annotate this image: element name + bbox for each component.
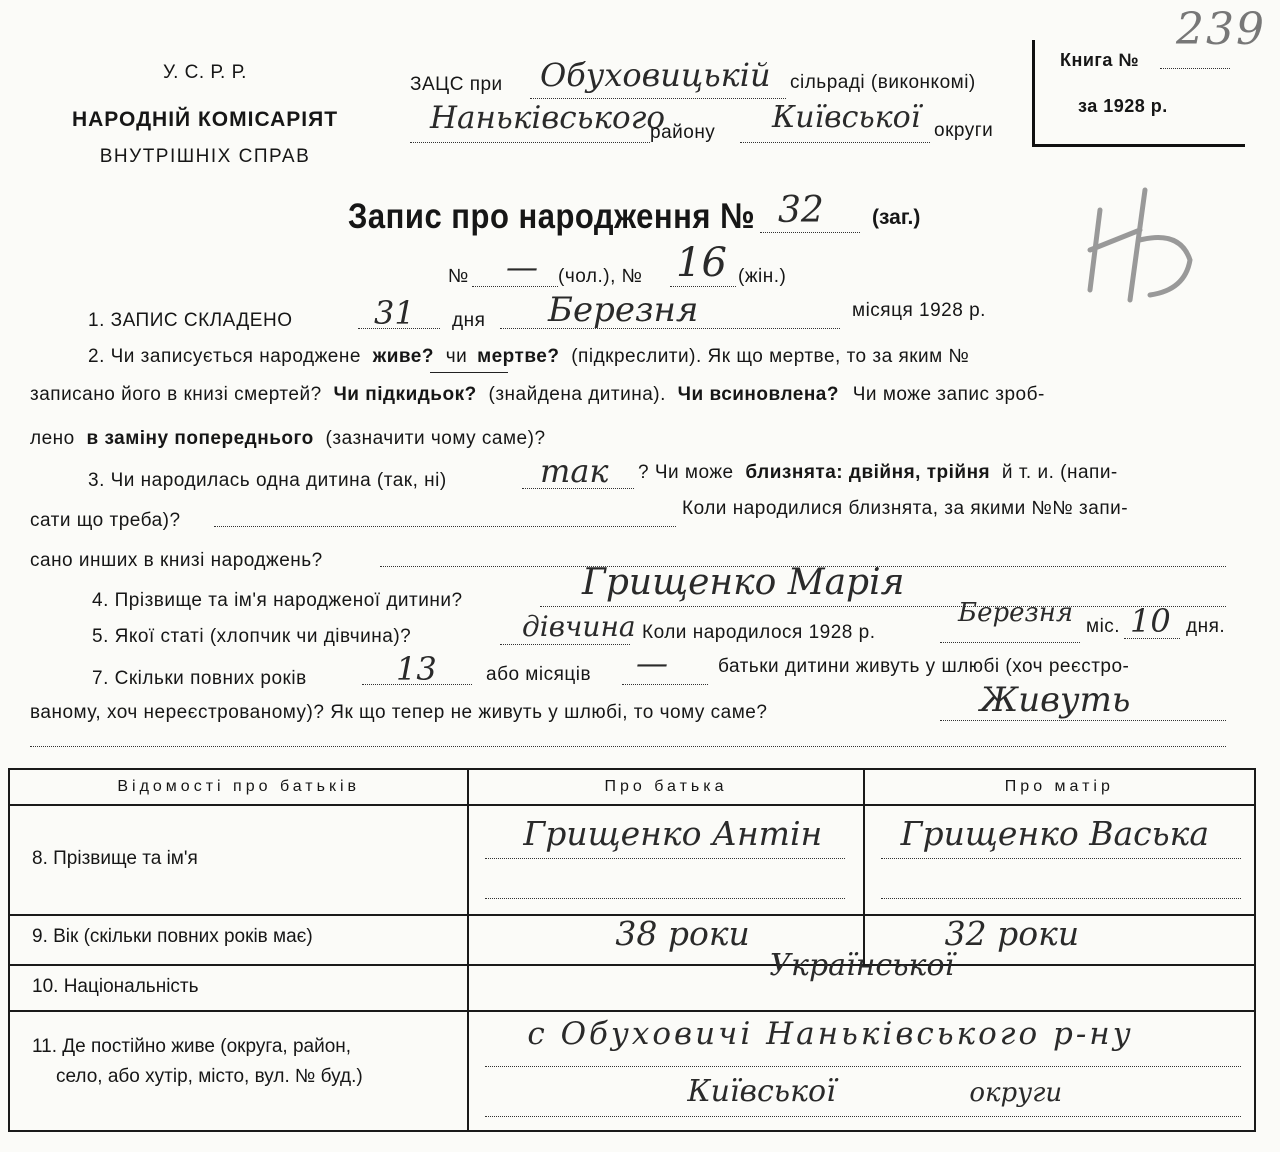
father-name-line2 [485, 898, 845, 899]
q7-extra-line [30, 746, 1226, 747]
header-parents-info: Відомості про батьків [9, 769, 468, 805]
village-council-hand: Обуховицькій [540, 56, 771, 94]
book-number-stamp: 239 [1176, 4, 1266, 55]
row-residence-label-line2: село, або хутір, місто, вул. № буд.) [56, 1066, 363, 1087]
q7-text-c: батьки дитини живуть у шлюбі (хоч реєстро- [718, 656, 1130, 677]
row-age-label-cell [9, 915, 468, 965]
residence-hand-line1: с Обуховичі Наньківського р-ну [527, 1016, 1134, 1052]
father-name-line1 [485, 858, 845, 859]
mother-age-hand: 32 роки [944, 914, 1080, 953]
q2-line2-c: Чи може запис зроб- [852, 384, 1045, 405]
female-number-hand: 16 [676, 240, 727, 286]
residence-hand-line2-b: округи [969, 1078, 1063, 1108]
q2-line1-b: чи [445, 346, 468, 367]
q5-sex-line [500, 644, 630, 645]
father-name-hand: Грищенко Антін [523, 814, 823, 853]
q3-answer-hand: так [540, 452, 609, 490]
q2-dead: мертве? [477, 346, 560, 367]
q3-line2-a: сати що треба)? [30, 510, 181, 531]
district-line [410, 142, 650, 143]
q7-text-b: або місяців [486, 664, 592, 685]
row-residence [9, 1011, 1255, 1131]
district-label: району [650, 122, 716, 143]
nationality-hand: Української [769, 948, 955, 983]
father-age-hand: 38 роки [615, 914, 750, 953]
book-number-line [1160, 68, 1230, 69]
record-number-line [760, 232, 860, 233]
parents-header-row [9, 769, 1255, 805]
book-label: Книга № [1060, 50, 1139, 70]
q2-alive-underline [430, 372, 508, 373]
row-name-father-cell [468, 805, 863, 915]
q1-day-hand: 31 [374, 294, 415, 332]
female-suffix: (жін.) [738, 266, 787, 287]
q3-line1-a: 3. Чи народилась одна дитина (так, ні) [88, 470, 447, 491]
q3-line1 [638, 462, 1118, 484]
commissariat-title: НАРОДНІЙ КОМІСАРІЯТ [71, 108, 339, 131]
row-nationality-value-cell [468, 948, 1255, 1011]
q4-text: 4. Прізвище та ім'я народженої дитини? [92, 590, 463, 611]
okruga-label: округи [934, 120, 994, 141]
record-title: Запис про народження № [348, 196, 756, 237]
q1-month-hand: Березня [548, 290, 699, 330]
department-title: ВНУТРІШНІХ СПРАВ [99, 146, 311, 167]
q5-text: 5. Якої статі (хлопчик чи дівчина)? [92, 626, 412, 647]
q7-text-a: 7. Скільки повних років [92, 668, 307, 689]
zags-prefix: ЗАЦС при [410, 74, 503, 95]
male-number-hand: — [506, 248, 538, 286]
q3-line1-b: ? Чи може [638, 462, 734, 483]
row-residence-value-cell [468, 1011, 1255, 1131]
row-nationality-label-cell [9, 965, 468, 1011]
row-nationality-label: 10. Національність [32, 976, 199, 997]
record-number-suffix: (заг.) [872, 206, 921, 229]
q1-month-line [500, 328, 840, 329]
q2-line2 [30, 384, 1045, 406]
okruga-hand: Київської [772, 100, 921, 135]
q2-line2-a: записано його в книзі смертей? [30, 384, 322, 405]
q7-answer-line [940, 720, 1226, 721]
q3-line2-fill [214, 526, 676, 527]
signature-scribble [1070, 170, 1210, 310]
row-name [9, 805, 1255, 915]
q4-answer-hand: Грищенко Марія [582, 562, 905, 603]
q7-years-hand: 13 [396, 650, 437, 688]
male-number-line [472, 286, 558, 287]
male-suffix: (чол.), № [558, 266, 643, 287]
q7-months-hand: — [636, 644, 668, 682]
header-mother: Про матір [864, 769, 1255, 805]
row-name-label: 8. Прізвище та ім'я [32, 848, 198, 869]
row-residence-label-line1: 11. Де постійно живе (округа, район, [32, 1036, 352, 1057]
q7-years-line [362, 684, 472, 685]
q1-suffix: місяця 1928 р. [852, 300, 986, 321]
village-council-suffix: сільраді (виконкомі) [790, 72, 976, 93]
q2-alive: живе? [372, 346, 434, 367]
residence-line1 [485, 1066, 1241, 1067]
book-year: за 1928 р. [1078, 96, 1168, 116]
q3-twins: близнята: двійня, трійня [745, 462, 991, 483]
mother-name-line1 [881, 858, 1241, 859]
state-abbrev: У. С. Р. Р. [163, 62, 247, 83]
q2-line1-a: 2. Чи записується народжене [88, 346, 361, 367]
row-nationality [9, 965, 1255, 1011]
male-no-label: № [448, 266, 469, 287]
q4-answer-line [540, 606, 1226, 607]
q1-text: 1. ЗАПИС СКЛАДЕНО [88, 310, 293, 331]
q2-line3 [30, 428, 546, 450]
female-number-line [670, 286, 736, 287]
residence-line2 [485, 1116, 1241, 1117]
q2-line1-c: (підкреслити). Як що мертве, то за яким № [571, 346, 970, 367]
header-father: Про батька [468, 769, 863, 805]
okruga-line [740, 142, 930, 143]
q2-line3-b: (зазначити чому саме)? [325, 428, 546, 449]
record-number-hand: 32 [778, 190, 824, 231]
q5-birth-text: Коли народилося 1928 р. [642, 622, 876, 643]
q5-month-hand: Березня [958, 598, 1074, 628]
q2-replace: в заміну попереднього [86, 428, 314, 449]
q2-adopted: Чи всиновлена? [677, 384, 839, 405]
q7-months-line [622, 684, 708, 685]
q1-day-label: дня [452, 310, 486, 331]
q3-line2-b: Коли народилися близнята, за якими №№ запи- [682, 498, 1129, 519]
q3-answer-line [522, 488, 634, 489]
q2-line2-b: (знайдена дитина). [488, 384, 666, 405]
mother-name-line2 [881, 898, 1241, 899]
q2-line1 [88, 346, 969, 368]
q2-foundling: Чи підкидьок? [333, 384, 477, 405]
q3-line3: сано инших в книзі народжень? [30, 550, 323, 571]
residence-hand-line2-a: Київської [687, 1074, 836, 1109]
q7-answer-hand: Живуть [980, 680, 1131, 720]
q5-day-line [1124, 638, 1180, 639]
row-name-label-cell [9, 805, 468, 915]
parents-table [8, 768, 1256, 1132]
q2-line3-a: лено [30, 428, 75, 449]
q3-line1-c: й т. и. (напи- [1001, 462, 1118, 483]
row-residence-label-cell [9, 1011, 468, 1131]
district-hand: Наньківського [430, 100, 666, 136]
row-age [9, 915, 1255, 965]
q5-day-hand: 10 [1130, 602, 1171, 640]
q5-mis-label: міс. [1086, 616, 1121, 637]
mother-name-hand: Грищенко Васька [900, 814, 1210, 853]
q1-day-line [358, 328, 440, 329]
q7-line2: ваному, хоч нереєстрованому)? Як що тепер не живуть у шлюбі, то чому саме? [30, 702, 768, 723]
row-residence-label [10, 1012, 467, 1092]
row-age-label: 9. Вік (скільки повних років має) [32, 926, 313, 947]
q5-month-line [940, 642, 1080, 643]
row-name-mother-cell [864, 805, 1255, 915]
village-council-line [530, 98, 786, 99]
q5-sex-hand: дівчина [522, 610, 636, 643]
q5-day-label: дня. [1186, 616, 1226, 637]
